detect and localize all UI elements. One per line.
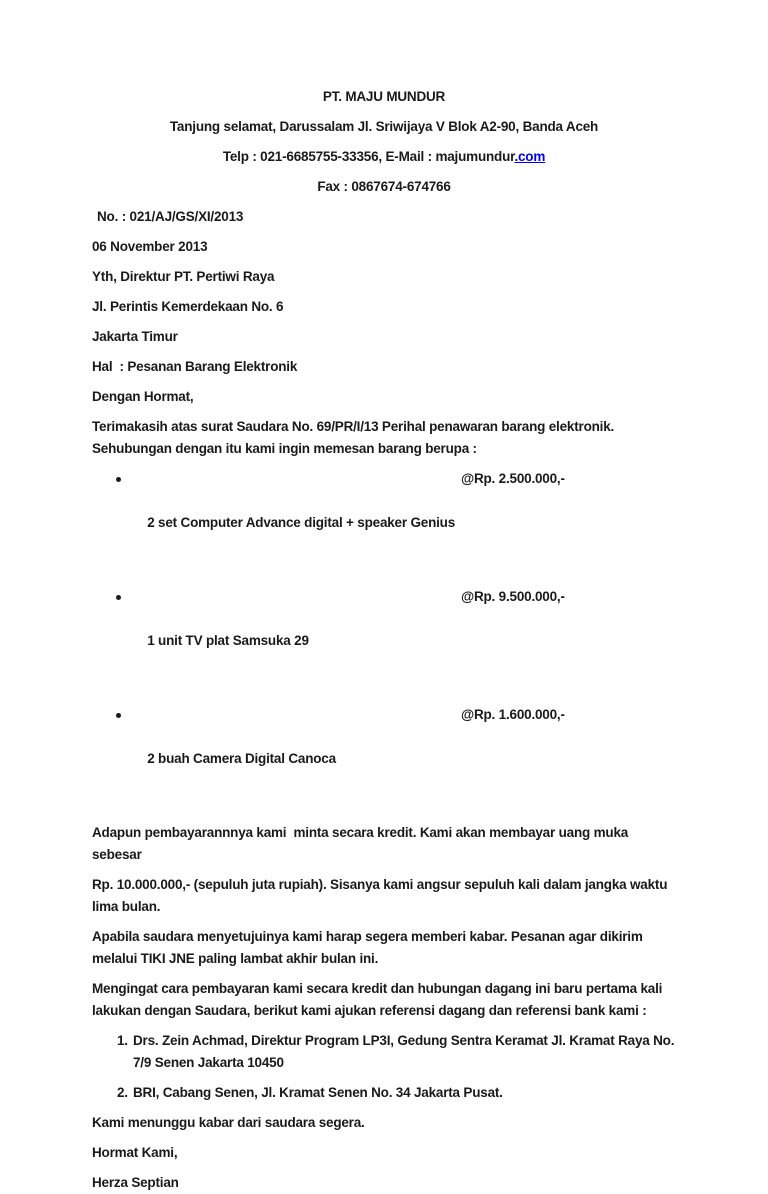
- order-item: [92, 586, 676, 696]
- company-name: PT. MAJU MUNDUR: [322, 89, 446, 104]
- company-fax: Fax : 0867674-674766: [317, 179, 451, 194]
- company-telp-email-text: Telp : 021-6685755-33356, E-Mail : majumundur: [222, 149, 515, 164]
- reference-item-number: 2.: [117, 1085, 128, 1100]
- letterhead: [92, 86, 676, 198]
- company-contact-line: [92, 146, 676, 168]
- order-item-price: @Rp. 9.500.000,-: [461, 589, 565, 604]
- signature-name: Herza Septian: [92, 1175, 179, 1190]
- recipient-line-1: Yth, Direktur PT. Pertiwi Raya: [92, 269, 275, 284]
- order-item-price: @Rp. 2.500.000,-: [461, 471, 565, 486]
- order-item: [92, 704, 676, 814]
- references-intro: Mengingat cara pembayaran kami secara kredit dan hubungan dagang ini baru pertama kali lakukan dengan Saudara, berikut kami ajukan referensi dagang dan referensi bank kami :: [92, 981, 666, 1018]
- salutation: Dengan Hormat,: [92, 389, 194, 404]
- company-address: Tanjung selamat, Darussalam Jl. Sriwijaya V Blok A2-90, Banda Aceh: [169, 119, 599, 134]
- reference-item: [92, 1082, 676, 1104]
- closing-request: Kami menunggu kabar dari saudara segera.: [92, 1115, 365, 1130]
- recipient-line-3: Jakarta Timur: [92, 329, 178, 344]
- reference-item-text: BRI, Cabang Senen, Jl. Kramat Senen No. 34 Jakarta Pusat.: [133, 1085, 503, 1100]
- bullet-icon: [116, 595, 121, 600]
- subject-line: Hal : Pesanan Barang Elektronik: [92, 359, 298, 374]
- order-item-description: 1 unit TV plat Samsuka 29: [147, 633, 309, 648]
- payment-paragraph-1: Adapun pembayarannnya kami minta secara kredit. Kami akan membayar uang muka sebesar: [92, 825, 632, 862]
- order-item-price: @Rp. 1.600.000,-: [461, 707, 565, 722]
- order-item-description: 2 set Computer Advance digital + speaker Genius: [147, 515, 456, 530]
- closing-salutation: Hormat Kami,: [92, 1145, 178, 1160]
- letter-date: 06 November 2013: [92, 239, 208, 254]
- reference-item-text: Drs. Zein Achmad, Direktur Program LP3I, Gedung Sentra Keramat Jl. Kramat Raya No. 7/9 Senen Jakarta 10450: [133, 1033, 678, 1070]
- reference-item-number: 1.: [117, 1033, 128, 1048]
- recipient-line-2: Jl. Perintis Kemerdekaan No. 6: [92, 299, 284, 314]
- email-link[interactable]: .com: [514, 149, 546, 164]
- shipping-paragraph: Apabila saudara menyetujuinya kami harap segera memberi kabar. Pesanan agar dikirim melalui TIKI JNE paling lambat akhir bulan ini.: [92, 929, 647, 966]
- reference-number: No. : 021/AJ/GS/XI/2013: [97, 209, 244, 224]
- payment-paragraph-2: Rp. 10.000.000,- (sepuluh juta rupiah). Sisanya kami angsur sepuluh kali dalam jangka waktu lima bulan.: [92, 877, 671, 914]
- bullet-icon: [116, 477, 121, 482]
- bullet-icon: [116, 713, 121, 718]
- intro-paragraph: Terimakasih atas surat Saudara No. 69/PR/I/13 Perihal penawaran barang elektronik. Sehubungan dengan itu kami ingin memesan barang berupa :: [92, 419, 618, 456]
- reference-item: [92, 1030, 676, 1074]
- order-item-description: 2 buah Camera Digital Canoca: [147, 751, 336, 766]
- order-item: [92, 468, 676, 578]
